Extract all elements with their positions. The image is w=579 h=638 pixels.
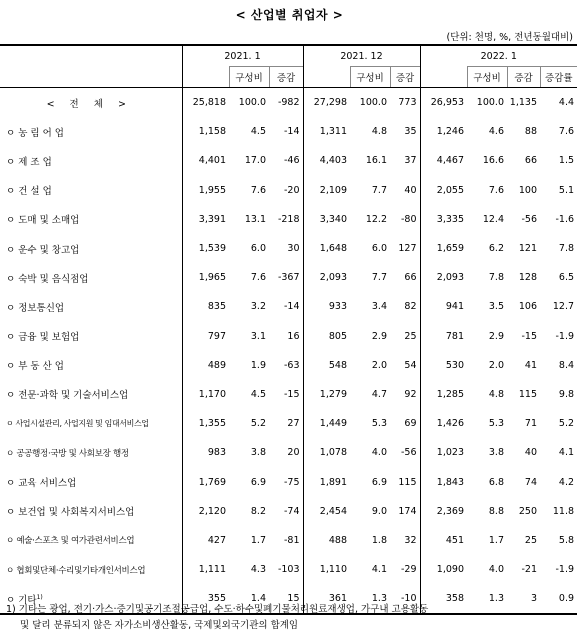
value-cell: 1,843	[420, 467, 467, 496]
header-composition: 구성비	[229, 67, 269, 88]
value-cell: -56	[400, 447, 417, 459]
value-cell: 5.1	[558, 184, 575, 196]
value-cell: 2,093	[303, 263, 350, 292]
value-cell: -10	[390, 584, 420, 614]
value-cell: 7.8	[558, 243, 575, 255]
value-cell: 13.1	[244, 213, 266, 225]
value-cell: 7.6	[488, 184, 504, 196]
value-cell: 2,120	[182, 497, 229, 526]
value-cell: -15	[521, 330, 537, 342]
value-cell: 4,401	[182, 146, 229, 175]
value-cell: 7.6	[558, 126, 575, 138]
value-cell: 1,285	[420, 380, 467, 409]
value-cell: 5.3	[488, 418, 504, 430]
industry-name	[0, 263, 182, 292]
employment-by-industry-table	[0, 44, 577, 615]
value-cell: 1,090	[420, 555, 467, 584]
header-composition: 구성비	[350, 67, 390, 88]
value-cell: 20	[287, 447, 300, 459]
value-cell: 7.6	[250, 184, 266, 196]
value-cell: -14	[283, 126, 300, 138]
value-cell: 797	[182, 322, 229, 351]
value-cell: -1.9	[555, 330, 575, 342]
value-cell: -218	[277, 213, 300, 225]
header-2021-12: 2021. 12	[303, 45, 420, 67]
value-cell: 3,335	[420, 205, 467, 234]
value-cell: 27	[287, 418, 300, 430]
table-row	[0, 526, 577, 555]
value-cell: 1,078	[303, 438, 350, 467]
industry-label: ㅇ 기타	[6, 594, 37, 606]
value-cell: 41	[524, 359, 537, 371]
value-cell: 2,093	[420, 263, 467, 292]
value-cell: 100.0	[359, 97, 387, 109]
table-row	[0, 292, 577, 321]
value-cell: 8.8	[488, 505, 504, 517]
value-cell: 4,403	[303, 146, 350, 175]
value-cell: 1.3	[350, 584, 390, 614]
table-row	[0, 467, 577, 496]
table-row	[0, 409, 577, 438]
value-cell: -14	[283, 301, 300, 313]
value-cell: 6.2	[488, 243, 504, 255]
industry-name	[0, 234, 182, 263]
value-cell: 82	[404, 301, 417, 313]
industry-name	[0, 497, 182, 526]
value-cell: 32	[404, 534, 417, 546]
value-cell: 40	[524, 447, 537, 459]
industry-label: ㅇ 사업시설관리, 사업지원 및 임대서비스업	[6, 419, 149, 429]
value-cell: 1,965	[182, 263, 229, 292]
table-row	[0, 117, 577, 146]
value-cell: 2,055	[420, 176, 467, 205]
industry-label: ㅇ 운수 및 창고업	[6, 244, 80, 256]
value-cell: 25,818	[182, 88, 229, 118]
value-cell: 7.7	[371, 184, 387, 196]
value-cell: 30	[287, 243, 300, 255]
value-cell: 4.0	[371, 447, 387, 459]
value-cell: 427	[182, 526, 229, 555]
industry-name	[0, 438, 182, 467]
industry-name	[0, 205, 182, 234]
industry-name	[0, 555, 182, 584]
value-cell: 3.8	[250, 447, 266, 459]
footnote-line-1: 1) 기타는 광업, 전기·가스·증기및공기조절공급업, 수도·하수및폐기물처리원료재생업, 가구내 고용활동	[6, 604, 429, 615]
value-cell: 1.9	[250, 359, 266, 371]
value-cell: 1.7	[250, 534, 266, 546]
industry-label: ㅇ 교육 서비스업	[6, 478, 77, 490]
footnote	[6, 602, 576, 634]
value-cell: 3.4	[371, 301, 387, 313]
value-cell: 5.3	[371, 418, 387, 430]
value-cell: 1,110	[303, 555, 350, 584]
table-row	[0, 555, 577, 584]
value-cell: 121	[518, 243, 537, 255]
value-cell: 54	[404, 359, 417, 371]
value-cell: 4.2	[558, 476, 575, 488]
industry-label: ㅇ 부 동 산 업	[6, 361, 64, 373]
value-cell: 4.6	[488, 126, 504, 138]
value-cell: 16.1	[365, 155, 387, 167]
value-cell: -15	[283, 388, 300, 400]
value-cell: 1,158	[182, 117, 229, 146]
value-cell: 6.9	[371, 476, 387, 488]
industry-name	[0, 380, 182, 409]
value-cell: 1.4	[229, 584, 269, 614]
value-cell: 16	[287, 330, 300, 342]
value-cell: -1.6	[555, 213, 575, 225]
value-cell: -46	[283, 155, 300, 167]
value-cell: 3.8	[488, 447, 504, 459]
value-cell: 1,023	[420, 438, 467, 467]
value-cell: 174	[398, 505, 417, 517]
value-cell: -367	[277, 272, 300, 284]
value-cell: 69	[404, 418, 417, 430]
value-cell: 4.7	[371, 388, 387, 400]
industry-label: ㅇ 숙박 및 음식점업	[6, 273, 89, 285]
value-cell: 100.0	[476, 97, 504, 109]
industry-label: ㅇ 금융 및 보험업	[6, 332, 80, 344]
table-row	[0, 146, 577, 175]
value-cell: 66	[524, 155, 537, 167]
value-cell: 5.2	[558, 418, 575, 430]
value-cell: -103	[277, 564, 300, 576]
industry-label: ㅇ 도매 및 소매업	[6, 215, 80, 227]
value-cell: 358	[420, 584, 467, 614]
value-cell: 2.9	[488, 330, 504, 342]
value-cell: 2.9	[371, 330, 387, 342]
value-cell: 1,891	[303, 467, 350, 496]
value-cell: 4.5	[250, 126, 266, 138]
value-cell: 9.0	[371, 505, 387, 517]
industry-label: < 전 체 >	[46, 98, 132, 110]
value-cell: 451	[420, 526, 467, 555]
value-cell: 1.7	[488, 534, 504, 546]
value-cell: 6.0	[250, 243, 266, 255]
industry-name	[0, 351, 182, 380]
value-cell: 106	[518, 301, 537, 313]
value-cell: 115	[398, 476, 417, 488]
table-body	[0, 88, 577, 615]
value-cell: 3,340	[303, 205, 350, 234]
table-row	[0, 322, 577, 351]
value-cell: 1,170	[182, 380, 229, 409]
value-cell: 6.0	[371, 243, 387, 255]
value-cell: 530	[420, 351, 467, 380]
value-cell: 4.8	[488, 388, 504, 400]
value-cell: 6.5	[558, 272, 575, 284]
value-cell: 12.2	[365, 213, 387, 225]
table-row	[0, 205, 577, 234]
header-change: 증감	[390, 67, 420, 88]
industry-label: ㅇ 건 설 업	[6, 186, 52, 198]
value-cell: 1,449	[303, 409, 350, 438]
industry-label: ㅇ 전문·과학 및 기술서비스업	[6, 390, 129, 402]
industry-name	[0, 467, 182, 496]
value-cell: 8.2	[250, 505, 266, 517]
value-cell: 16.6	[482, 155, 504, 167]
header-spacer	[182, 67, 229, 88]
industry-name	[0, 88, 182, 118]
value-cell: 3.2	[250, 301, 266, 313]
value-cell: 17.0	[244, 155, 266, 167]
industry-label: ㅇ 농 림 어 업	[6, 127, 64, 139]
industry-name	[0, 117, 182, 146]
value-cell: 12.7	[552, 301, 575, 313]
value-cell: 1,648	[303, 234, 350, 263]
value-cell: 548	[303, 351, 350, 380]
industry-name	[0, 526, 182, 555]
value-cell: 1,111	[182, 555, 229, 584]
header-change: 증감	[507, 67, 540, 88]
value-cell: 7.8	[488, 272, 504, 284]
industry-label: ㅇ 정보통신업	[6, 302, 65, 314]
value-cell: 40	[404, 184, 417, 196]
value-cell: 66	[404, 272, 417, 284]
value-cell: 128	[518, 272, 537, 284]
table-title: < 산업별 취업자 >	[235, 8, 344, 22]
value-cell: 1,246	[420, 117, 467, 146]
value-cell: 4.8	[371, 126, 387, 138]
value-cell: 488	[303, 526, 350, 555]
value-cell: 1,279	[303, 380, 350, 409]
value-cell: 1,769	[182, 467, 229, 496]
value-cell: 3	[507, 584, 540, 614]
value-cell: 4.1	[371, 564, 387, 576]
value-cell: -80	[400, 213, 417, 225]
value-cell: 361	[303, 584, 350, 614]
header-change-rate: 증감률	[540, 67, 577, 88]
value-cell: 1,355	[182, 409, 229, 438]
value-cell: -982	[277, 97, 300, 109]
value-cell: 27,298	[303, 88, 350, 118]
value-cell: -21	[521, 564, 537, 576]
value-cell: 71	[524, 418, 537, 430]
table-row	[0, 380, 577, 409]
industry-name	[0, 176, 182, 205]
value-cell: 355	[182, 584, 229, 614]
industry-name	[0, 292, 182, 321]
value-cell: 1.3	[467, 584, 507, 614]
value-cell: 835	[182, 292, 229, 321]
value-cell: 941	[420, 292, 467, 321]
value-cell: 6.8	[488, 476, 504, 488]
header-spacer	[420, 67, 467, 88]
industry-name	[0, 322, 182, 351]
value-cell: 100.0	[238, 97, 266, 109]
header-2022-1: 2022. 1	[420, 45, 577, 67]
value-cell: 0.9	[540, 584, 577, 614]
value-cell: 25	[524, 534, 537, 546]
value-cell: 11.8	[552, 505, 575, 517]
unit-note: (단위: 천명, %, 전년동월대비)	[446, 32, 573, 43]
value-cell: 1,539	[182, 234, 229, 263]
header-change: 증감	[269, 67, 303, 88]
value-cell: 781	[420, 322, 467, 351]
value-cell: -1.9	[555, 564, 575, 576]
value-cell: 3,391	[182, 205, 229, 234]
value-cell: 35	[404, 126, 417, 138]
value-cell: 4.1	[558, 447, 575, 459]
value-cell: 4.4	[558, 97, 575, 109]
table-row	[0, 234, 577, 263]
value-cell: 1,955	[182, 176, 229, 205]
value-cell: 37	[404, 155, 417, 167]
header-spacer	[303, 67, 350, 88]
value-cell: 12.4	[482, 213, 504, 225]
value-cell: 6.9	[250, 476, 266, 488]
value-cell: 773	[398, 97, 417, 109]
value-cell: -81	[283, 534, 300, 546]
industry-label: ㅇ 협회및단체·수리및기타개인서비스업	[6, 565, 146, 576]
value-cell: -20	[283, 184, 300, 196]
footnote-line-2: 및 달리 분류되지 않은 자가소비생산활동, 국제및외국기관의 합계임	[20, 620, 299, 631]
value-cell: -56	[521, 213, 537, 225]
value-cell: 74	[524, 476, 537, 488]
value-cell: 983	[182, 438, 229, 467]
value-cell: 489	[182, 351, 229, 380]
value-cell: 1,311	[303, 117, 350, 146]
value-cell: -29	[400, 564, 417, 576]
value-cell: 100	[518, 184, 537, 196]
value-cell: 9.8	[558, 388, 575, 400]
value-cell: 2.0	[371, 359, 387, 371]
table-row	[0, 263, 577, 292]
table-row	[0, 438, 577, 467]
value-cell: 250	[518, 505, 537, 517]
table-row	[0, 497, 577, 526]
value-cell: 4.3	[250, 564, 266, 576]
value-cell: 3.1	[250, 330, 266, 342]
value-cell: 1,659	[420, 234, 467, 263]
value-cell: 933	[303, 292, 350, 321]
industry-name	[0, 409, 182, 438]
value-cell: 26,953	[420, 88, 467, 118]
industry-label: ㅇ 공공행정·국방 및 사회보장 행정	[6, 448, 129, 459]
value-cell: -74	[283, 505, 300, 517]
table-row	[0, 351, 577, 380]
value-cell: 1,426	[420, 409, 467, 438]
industry-label: ㅇ 보건업 및 사회복지서비스업	[6, 507, 135, 519]
value-cell: 805	[303, 322, 350, 351]
table-row	[0, 176, 577, 205]
industry-label: ㅇ 예술·스포츠 및 여가관련서비스업	[6, 536, 135, 547]
table-row-total	[0, 88, 577, 118]
value-cell: 5.2	[250, 418, 266, 430]
value-cell: -75	[283, 476, 300, 488]
industry-name	[0, 146, 182, 175]
header-2021-1: 2021. 1	[182, 45, 303, 67]
value-cell: -63	[283, 359, 300, 371]
value-cell: 5.8	[558, 534, 575, 546]
value-cell: 4.0	[488, 564, 504, 576]
value-cell: 4,467	[420, 146, 467, 175]
value-cell: 1.8	[371, 534, 387, 546]
value-cell: 15	[269, 584, 303, 614]
value-cell: 115	[518, 388, 537, 400]
footnote-marker: 1)	[36, 593, 43, 601]
value-cell: 127	[398, 243, 417, 255]
value-cell: 92	[404, 388, 417, 400]
header-composition: 구성비	[467, 67, 507, 88]
value-cell: 8.4	[558, 359, 575, 371]
value-cell: 1,135	[509, 97, 537, 109]
value-cell: 2,454	[303, 497, 350, 526]
value-cell: 2.0	[488, 359, 504, 371]
value-cell: 7.7	[371, 272, 387, 284]
value-cell: 25	[404, 330, 417, 342]
value-cell: 4.5	[250, 388, 266, 400]
industry-label: ㅇ 제 조 업	[6, 156, 52, 168]
value-cell: 88	[524, 126, 537, 138]
header-blank	[0, 45, 182, 88]
value-cell: 7.6	[250, 272, 266, 284]
value-cell: 1.5	[558, 155, 575, 167]
value-cell: 2,109	[303, 176, 350, 205]
value-cell: 2,369	[420, 497, 467, 526]
value-cell: 3.5	[488, 301, 504, 313]
